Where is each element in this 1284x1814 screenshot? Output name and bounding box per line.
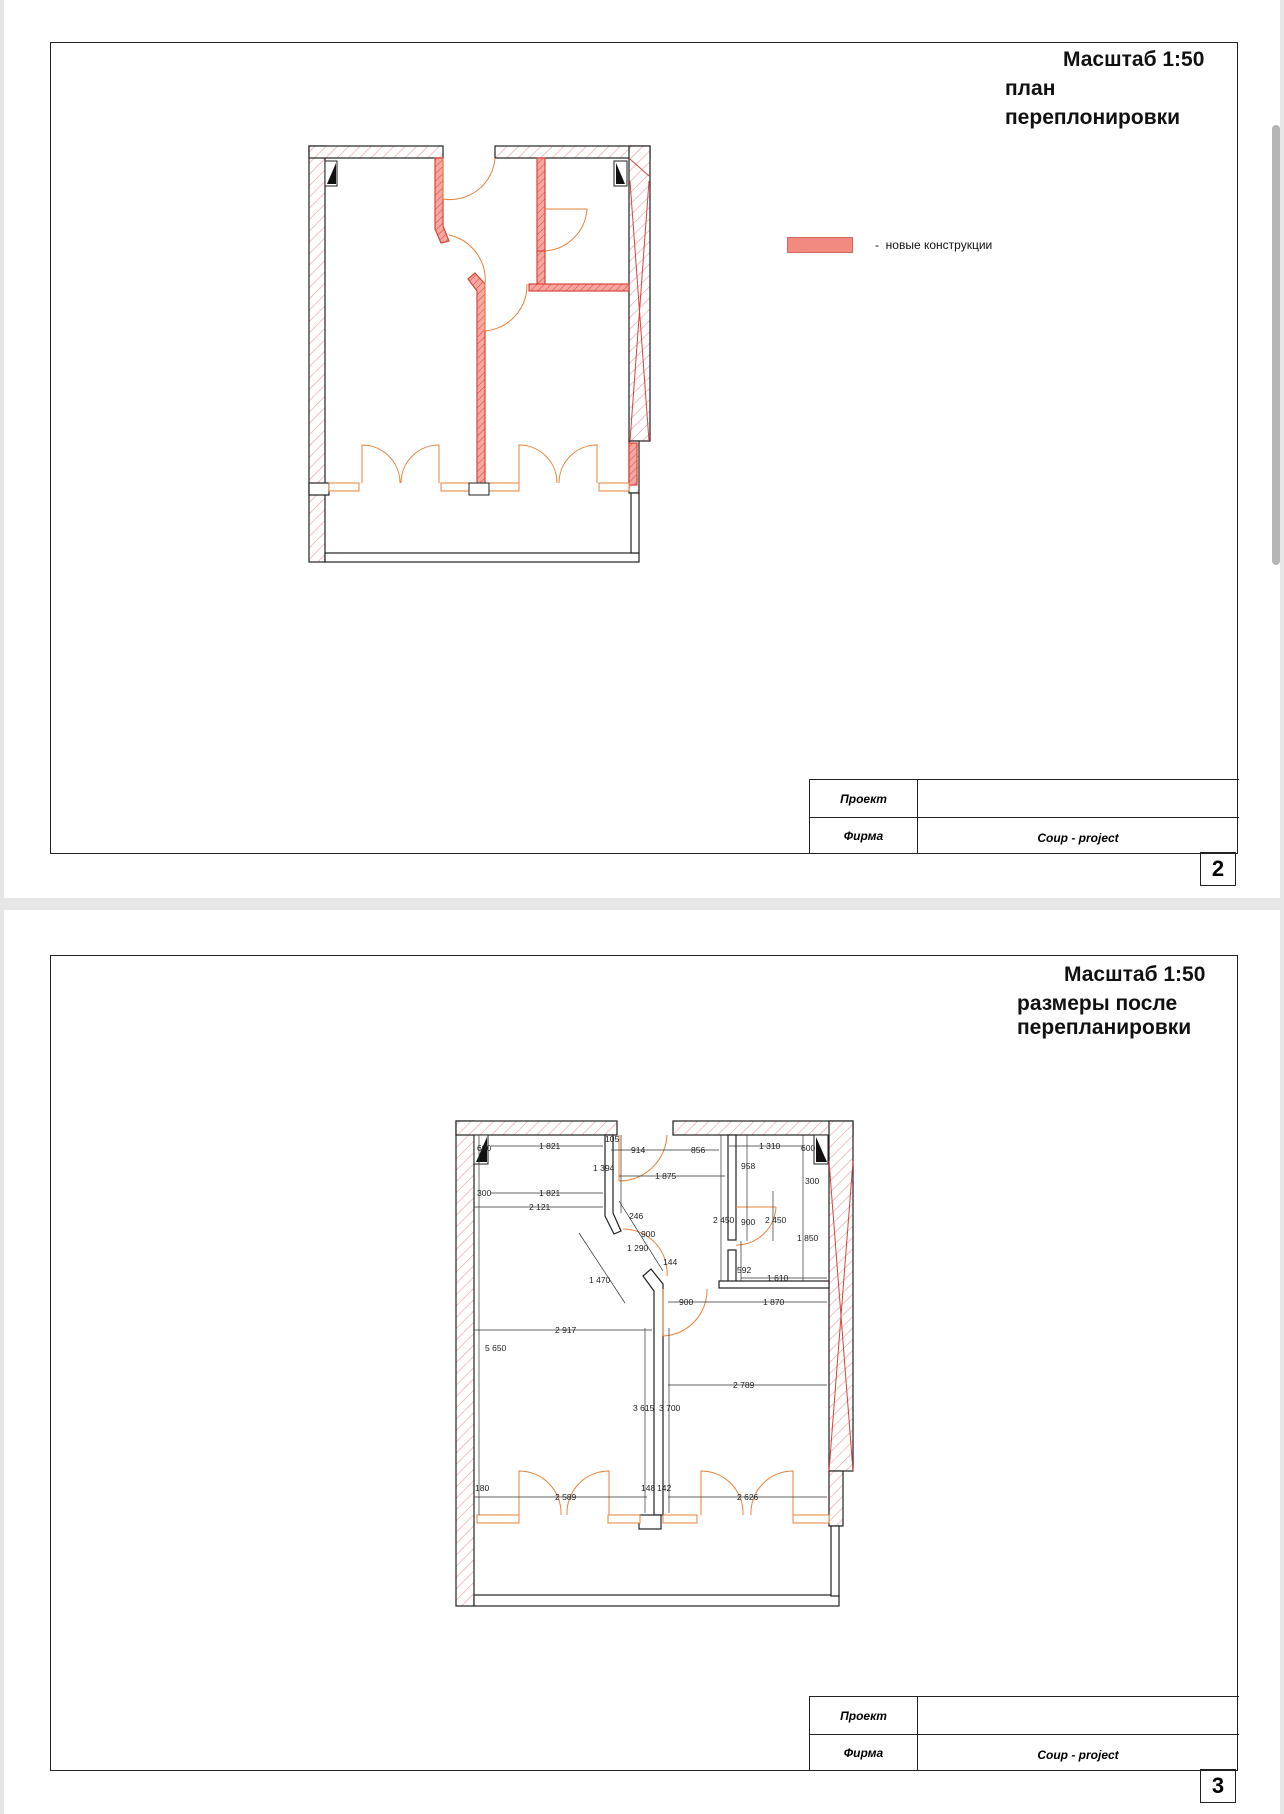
title-stamp [809,1696,1239,1770]
svg-text:5 650: 5 650 [485,1343,507,1353]
legend-swatch [787,237,853,253]
svg-text:1 394: 1 394 [593,1163,615,1173]
project-label: Проект [810,780,918,817]
page-number: 3 [1200,1769,1236,1803]
sheet-title-line1: размеры после [1017,992,1178,1015]
title-stamp [809,779,1239,853]
drawing-sheet-3 [4,910,1280,1814]
dimension-labels [475,1134,819,1502]
svg-text:105: 105 [605,1134,620,1144]
svg-text:900: 900 [679,1297,694,1307]
svg-text:300: 300 [477,1188,492,1198]
svg-text:2 121: 2 121 [529,1202,551,1212]
project-label: Проект [810,1697,918,1734]
drawing-frame [50,42,1238,854]
svg-text:2 789: 2 789 [733,1380,755,1390]
svg-text:142: 142 [657,1483,672,1493]
scrollbar[interactable] [1272,125,1280,565]
sheet-title-line2: перепланировки [1017,1016,1192,1039]
project-value [917,1697,1239,1734]
legend [787,237,992,253]
svg-text:1 290: 1 290 [627,1243,649,1253]
svg-text:856: 856 [691,1145,706,1155]
new-walls [435,158,637,485]
firm-value: Coup - project [1037,830,1119,845]
svg-text:1 821: 1 821 [539,1141,561,1151]
legend-label: новые конструкции [885,238,993,252]
firm-label: Фирма [810,1734,918,1771]
drawing-sheet-2 [4,0,1280,898]
legend-marker: - [875,238,879,252]
firm-value: Coup - project [1037,1747,1119,1762]
scale-label: Масштаб 1:50 [1063,48,1205,71]
svg-text:1 870: 1 870 [763,1297,785,1307]
svg-text:2 589: 2 589 [555,1492,577,1502]
svg-text:144: 144 [663,1257,678,1267]
svg-text:300: 300 [805,1176,820,1186]
svg-text:3 615: 3 615 [633,1403,655,1413]
svg-text:592: 592 [737,1265,752,1275]
drawing-frame [50,955,1238,1771]
sheet-title: план переплонировки [1005,77,1181,129]
project-value [917,780,1239,817]
svg-text:2 450: 2 450 [765,1215,787,1225]
svg-text:1 821: 1 821 [539,1188,561,1198]
svg-text:1 610: 1 610 [767,1273,789,1283]
floor-plan-dimensions [51,956,1239,1772]
svg-text:900: 900 [641,1229,656,1239]
svg-text:600: 600 [801,1143,816,1153]
svg-text:2 450: 2 450 [713,1215,735,1225]
svg-text:1 470: 1 470 [589,1275,611,1285]
svg-text:246: 246 [629,1211,644,1221]
svg-text:914: 914 [631,1145,646,1155]
svg-text:600: 600 [477,1143,492,1153]
svg-text:958: 958 [741,1161,756,1171]
svg-text:2 626: 2 626 [737,1492,759,1502]
svg-text:2 917: 2 917 [555,1325,577,1335]
svg-text:3 700: 3 700 [659,1403,681,1413]
svg-text:180: 180 [475,1483,490,1493]
page-number: 2 [1200,852,1236,886]
floor-plan-redevelopment [51,43,1239,855]
svg-text:1 850: 1 850 [797,1233,819,1243]
svg-text:1 875: 1 875 [655,1171,677,1181]
svg-text:1 310: 1 310 [759,1141,781,1151]
firm-label: Фирма [810,817,918,854]
svg-text:148: 148 [641,1483,656,1493]
scale-label: Масштаб 1:50 [1064,963,1206,986]
svg-text:900: 900 [741,1217,756,1227]
